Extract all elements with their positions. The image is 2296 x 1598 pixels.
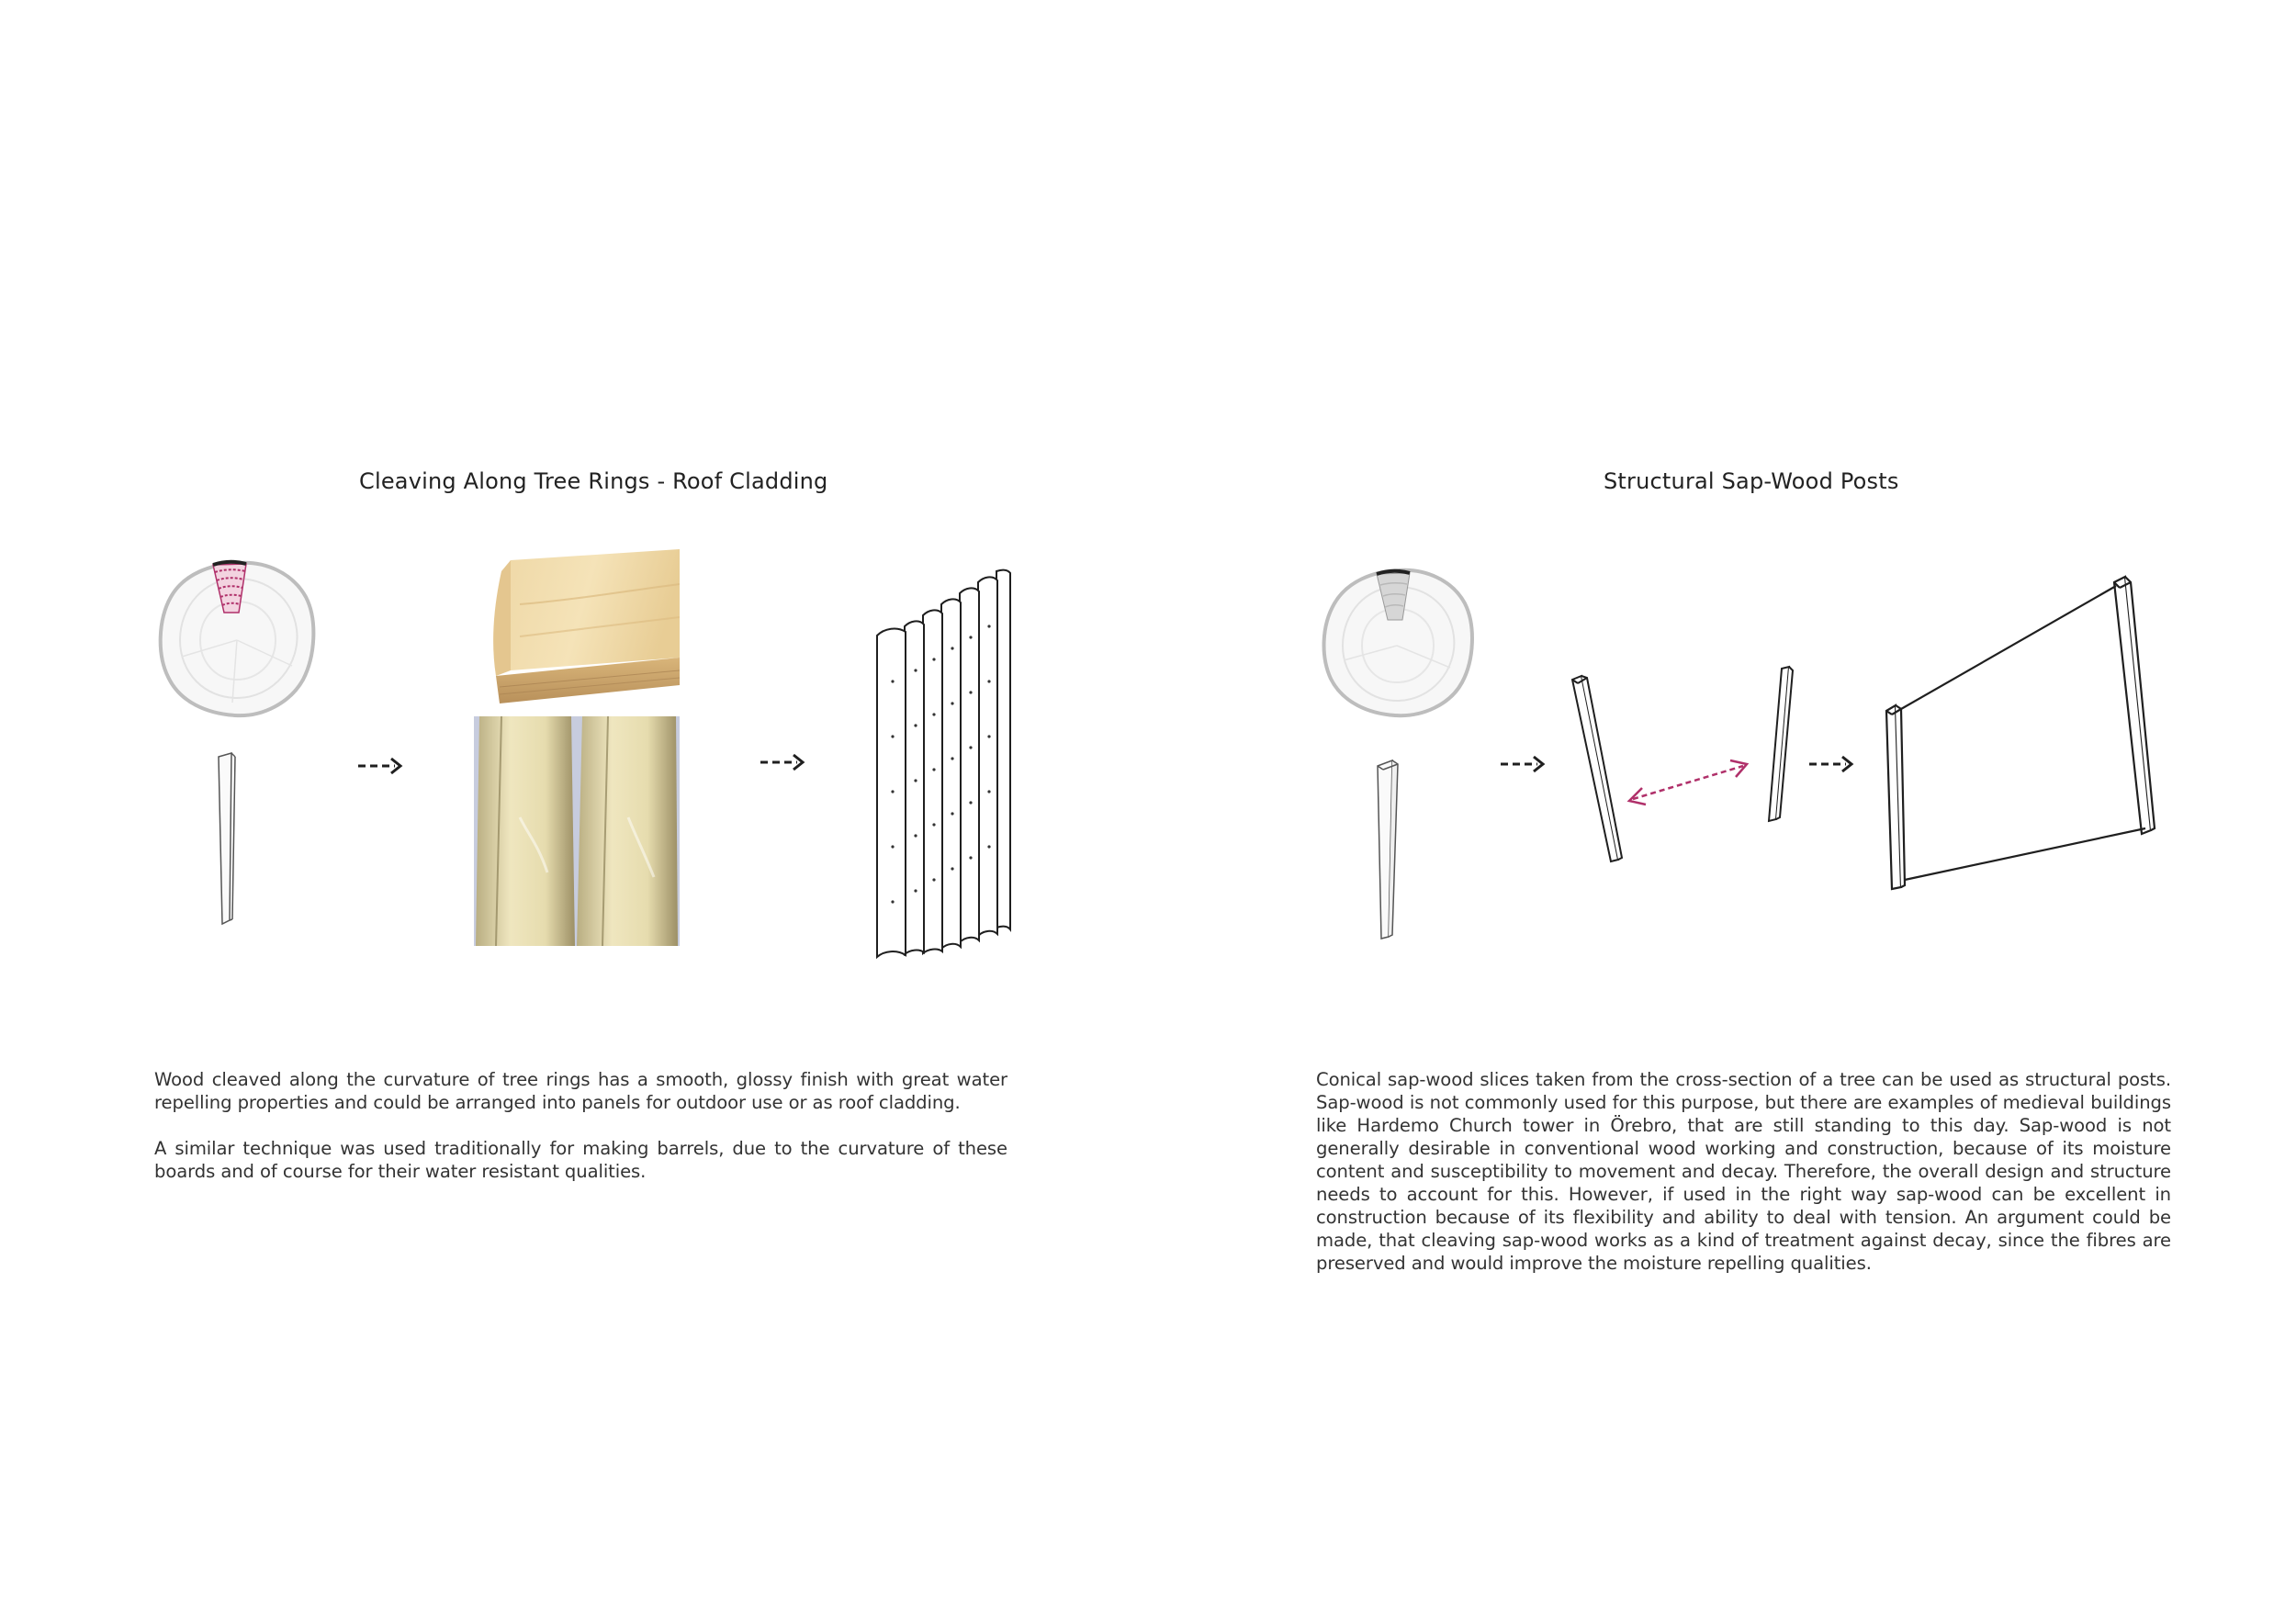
sapwood-post-right bbox=[1368, 759, 1414, 942]
left-paragraph-1: Wood cleaved along the curvature of tree rings has a smooth, glossy finish with great water repelling properties and could be arranged into panels for outdoor use or as roof cladding. bbox=[154, 1069, 1007, 1113]
dashed-arrow-3 bbox=[1499, 753, 1554, 775]
dashed-arrow-2 bbox=[759, 751, 814, 773]
dashed-arrow-1 bbox=[356, 755, 411, 777]
left-paragraph-2: A similar technique was used traditionally for making barrels, due to the curvature of these boards and of course for their water resistant qualities. bbox=[154, 1138, 1007, 1182]
right-section-title: Structural Sap-Wood Posts bbox=[1604, 468, 1899, 494]
left-section-title: Cleaving Along Tree Rings - Roof Cladding bbox=[359, 468, 828, 494]
posts-tension-diagram bbox=[1561, 663, 1800, 865]
left-description bbox=[154, 1068, 1007, 1183]
right-description bbox=[1316, 1068, 2171, 1275]
roof-cladding-panel bbox=[868, 562, 1024, 957]
dashed-arrow-4 bbox=[1807, 753, 1863, 775]
cleaved-boards-photo bbox=[474, 716, 680, 946]
right-paragraph: Conical sap-wood slices taken from the cross-section of a tree can be used as structural posts. Sap-wood is not commonly used for this purpose, but there are examples of medieval buildings like Hardemo Church tower in Örebro, that are still standing to this day. Sap-wood is not generally desirable in conventional wood working and construction, because of its moisture content and susceptibility to movement and decay. Therefore, the overall design and structure needs to account for this. However, if used in the right way sap-wood can be excellent in construction because of its flexibility and ability to deal with tension. An argument could be made, that cleaving sap-wood works as a kind of treatment against decay, since the fibres are preserved and would improve the moisture repelling qualities. bbox=[1316, 1069, 2171, 1274]
tree-cross-section-left bbox=[154, 556, 320, 721]
tree-cross-section-right bbox=[1318, 565, 1474, 721]
cleaved-board-left bbox=[209, 751, 246, 935]
tensioned-frame-diagram bbox=[1874, 571, 2149, 902]
wood-board-photo bbox=[474, 549, 680, 711]
